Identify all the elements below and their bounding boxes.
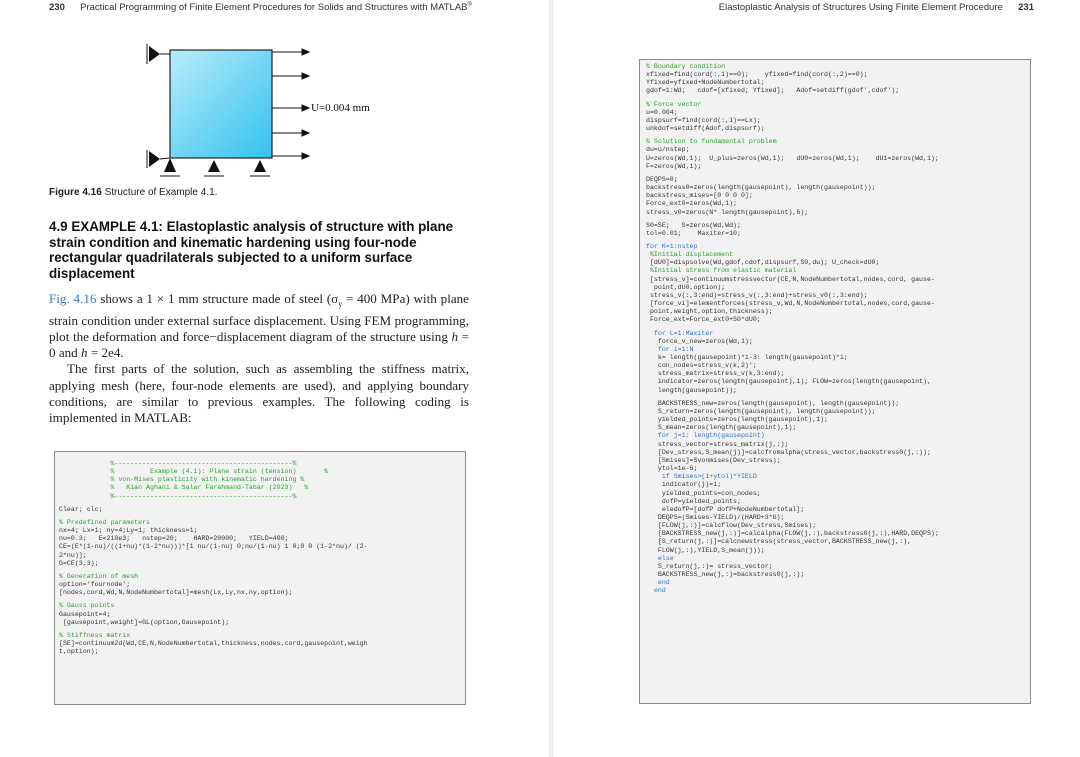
paragraph-2: The first parts of the solution, such as assembling the stiffness matrix, applying mesh (here, four-node elements are used), and applying boundary conditions, are similar to previous examples. The following coding is implemented in MATLAB:	[49, 361, 469, 426]
code-line: % Kian Aghani & Salar Farahmand-Tabar (2023) %	[59, 484, 309, 492]
figure-caption	[49, 187, 217, 198]
body-text	[49, 291, 469, 426]
code-line: Clear; clc;	[59, 505, 103, 513]
code-line: stress_v(:,3:end)=stress_v(:,3:end)+stress_v0(:,3:end);	[646, 291, 868, 299]
code-line: tol=0.01; Maxiter=10;	[646, 229, 741, 237]
code-line: Force_ext0=zeros(Wd,1);	[646, 200, 738, 208]
code-line: dofP=yielded_points;	[646, 497, 741, 505]
code-line: S_mean=zeros(length(gausepoint),1);	[646, 424, 797, 432]
code-line: Force_ext=Force_ext0+S0*dU0;	[646, 316, 761, 324]
code-line: [Dev_stress,S_mean(j)]=calcfromalpha(stress_vector,backstress0(j,:));	[646, 448, 931, 456]
code-line: backstress0=zeros(length(gausepoint), length(gausepoint));	[646, 184, 876, 192]
code-line: backstress_mises=[0 0 0 0];	[646, 192, 753, 200]
code-line: S0=SE; S=zeros(Wd,Wd);	[646, 221, 741, 229]
displacement-label: U=0.004 mm	[311, 102, 370, 114]
figure-caption-label: Figure 4.16	[49, 187, 102, 198]
code-line: point,weight,option,thickness);	[646, 308, 773, 316]
code-line: % Solution to fundamental problem	[646, 138, 777, 146]
structure-figure	[140, 40, 380, 190]
code-line: for L=1:Maxiter	[646, 329, 714, 337]
right-running-head	[719, 2, 1034, 13]
code-line: %---------------------------------------------%	[59, 460, 297, 467]
code-line: eledofP=[dofP dofP+NodeNumbertotal];	[646, 505, 805, 513]
left-page-number: 230	[49, 2, 65, 14]
code-line: % Gauss points	[59, 602, 115, 610]
code-line: [FLOW(j,:)]=calcflow(Dev_stress,Smises);	[646, 522, 817, 530]
left-running-head	[49, 2, 472, 13]
code-line: for i=1:N	[646, 345, 694, 353]
figure-reference-link[interactable]: Fig. 4.16	[49, 291, 97, 306]
code-line: Gausepoint=4;	[59, 610, 111, 618]
code-line: du=u/nstep;	[646, 146, 690, 154]
code-line: BACKSTRESS_new(j,:)=backstress0(j,:);	[646, 571, 805, 579]
code-line: [dU0]=dispsolve(Wd,gdof,cdof,dispsurf,S0,du); U_check=dU0;	[646, 259, 880, 267]
code-line: % Generation of mesh	[59, 572, 139, 580]
code-line: % Example (4.1): Plane strain (tension) %	[59, 468, 329, 476]
figure-caption-text: Structure of Example 4.1.	[104, 187, 218, 198]
code-line: % Predefined parameters	[59, 518, 151, 526]
displacement-arrows	[272, 49, 309, 159]
code-line: k= length(gausepoint)*i-3: length(gausepoint)*i;	[646, 354, 848, 361]
code-line: nu=0.3; E=210e3; nstep=20; HARD=20000; YIELD=400;	[59, 535, 289, 543]
left-running-head-title: Practical Programming of Finite Element Procedures for Solids and Structures with MATLAB	[80, 2, 468, 14]
code-line: stress_matrix=stress_v(k,3:end);	[646, 370, 785, 378]
right-code-listing	[639, 59, 1031, 704]
code-line: for K=1:nstep	[646, 242, 698, 250]
code-line: stress_v0=zeros(N* length(gausepoint),6);	[646, 208, 809, 216]
code-line: gdof=1:Wd; cdof=[xfixed; Yfixed]; Adof=setdiff(gdof',cdof');	[646, 87, 900, 95]
code-line: else	[646, 554, 674, 562]
code-line: end	[646, 579, 670, 587]
code-line: [Smises]=Svonmises(Dev_stress);	[646, 456, 781, 464]
code-line: nx=4; Lx=1; ny=4;Ly=1; thickness=1;	[59, 527, 198, 535]
code-line: [S_return(j,:)]=calcnewstress(stress_vector,BACKSTRESS_new(j,:),	[646, 538, 912, 546]
left-roller-supports	[147, 44, 170, 168]
code-line: % Boundary condition	[646, 63, 726, 70]
code-line: yielded_points=zeros(length(gausepoint),1);	[646, 416, 829, 424]
left-code-listing	[54, 451, 466, 705]
code-line: option='fournode';	[59, 581, 131, 589]
code-line: F=zeros(Wd,1);	[646, 162, 702, 170]
code-line: [stress_v]=continuumstressvector(CE,N,NodeNumbertotal,nodes,cord, gause-	[646, 275, 935, 283]
steel-plate	[170, 50, 272, 158]
code-line: end	[646, 587, 666, 595]
code-line: u=0.004;	[646, 108, 678, 116]
right-running-head-title: Elastoplastic Analysis of Structures Using Finite Element Procedure	[718, 2, 1003, 13]
code-line: CE=(E*(1-nu)/((1+nu)*(1-2*nu)))*[1 nu/(1-nu) 0;nu/(1-nu) 1 0;0 0 (1-2*nu)/ (2-	[59, 543, 368, 551]
code-line: dispsurf=find(cord(:,1)==Lx);	[646, 116, 761, 124]
code-line: point,dU0,option);	[646, 283, 726, 291]
code-line: length(gausepoint));	[646, 386, 738, 394]
code-line: indicator(j)=1;	[646, 481, 722, 489]
code-line: 2*nu)];	[59, 551, 87, 559]
code-line: yielded_points=con_nodes;	[646, 489, 761, 497]
code-line: DEQPS=0;	[646, 175, 678, 183]
code-line: [force_vi]=elementforces(stress_v,Wd,N,NodeNumbertotal,nodes,cord,gause-	[646, 300, 935, 308]
code-line: for j=1: length(gausepoint)	[646, 432, 765, 440]
code-line: con_nodes=stress_v(k,2)';	[646, 362, 757, 370]
code-line: DEQPS=(Smises-YIELD)/(HARD+3*G);	[646, 513, 785, 521]
code-line: %---------------------------------------------%	[59, 492, 297, 500]
code-line: if Smises>(1+ytol)*YIELD	[646, 473, 757, 481]
code-line: %Initial displacement	[646, 251, 734, 259]
code-line: t,option);	[59, 648, 99, 656]
bottom-roller-supports	[160, 158, 270, 176]
right-page-number: 231	[1018, 2, 1034, 13]
code-line: xfixed=find(cord(:,1)==0); yfixed=find(cord(:,2)==0);	[646, 71, 868, 79]
code-line: ytol=1e-6;	[646, 465, 698, 473]
registered-mark: ®	[467, 2, 472, 8]
code-line: BACKSTRESS_new=zeros(length(gausepoint), length(gausepoint));	[646, 399, 900, 407]
code-line: S_return(j,:)= stress_vector;	[646, 562, 773, 570]
code-line: % von-Mises plasticity with kinematic hardening %	[59, 476, 305, 484]
section-heading: 4.9 EXAMPLE 4.1: Elastoplastic analysis of structure with plane strain condition and kinematic hardening using four-node rectangular quadrilaterals subjected to a uniform surface displacement	[49, 219, 454, 281]
code-line: stress_vector=stress_matrix(j,:);	[646, 440, 789, 448]
code-line: G=CE(3,3);	[59, 559, 99, 567]
code-line: [BACKSTRESS_new(j,:)]=calcalpha(FLOW(j,:),backstress0(j,:),HARD,DEQPS);	[646, 530, 939, 538]
code-line: force_v_new=zeros(Wd,1);	[646, 337, 753, 345]
code-line: [nodes,cord,Wd,N,NodeNumbertotal]=mesh(Lx,Ly,nx,ny,option);	[59, 589, 293, 597]
code-line: [SE]=continuum2d(Wd,CE,N,NodeNumbertotal,thickness,nodes,cord,gausepoint,weigh	[59, 639, 368, 647]
code-line: indicator=zeros(length(gausepoint),1); FLOW=zeros(length(gausepoint),	[646, 378, 931, 386]
code-line: %Initial stress from elastic material	[646, 267, 797, 275]
right-page	[553, 0, 1080, 757]
code-line: [gausepoint,weight]=GL(option,Gausepoint);	[59, 618, 230, 626]
code-line: % Stiffness matrix	[59, 631, 131, 639]
code-line: FLOW(j,:),YIELD,S_mean(j));	[646, 546, 765, 554]
code-line: S_return=zeros(length(gausepoint), length(gausepoint));	[646, 407, 876, 415]
code-line: % Force vector	[646, 100, 702, 108]
paragraph-1: Fig. 4.16 shows a 1 × 1 mm structure made of steel ($\sigma_y = 400$ MPa) with plane strain condition under external surface displacement. Using FEM programming, plot the deformation and force−displacement diagram of the structure using h = 0 and h = 2e4.	[49, 291, 469, 361]
code-line: U=zeros(Wd,1); U_plus=zeros(Wd,1); dU0=zeros(Wd,1); dU1=zeros(Wd,1);	[646, 154, 939, 162]
code-line: unkdof=setdiff(Adof,dispsurf);	[646, 125, 765, 133]
code-line: Yfixed=yfixed+NodeNumbertotal;	[646, 79, 765, 87]
